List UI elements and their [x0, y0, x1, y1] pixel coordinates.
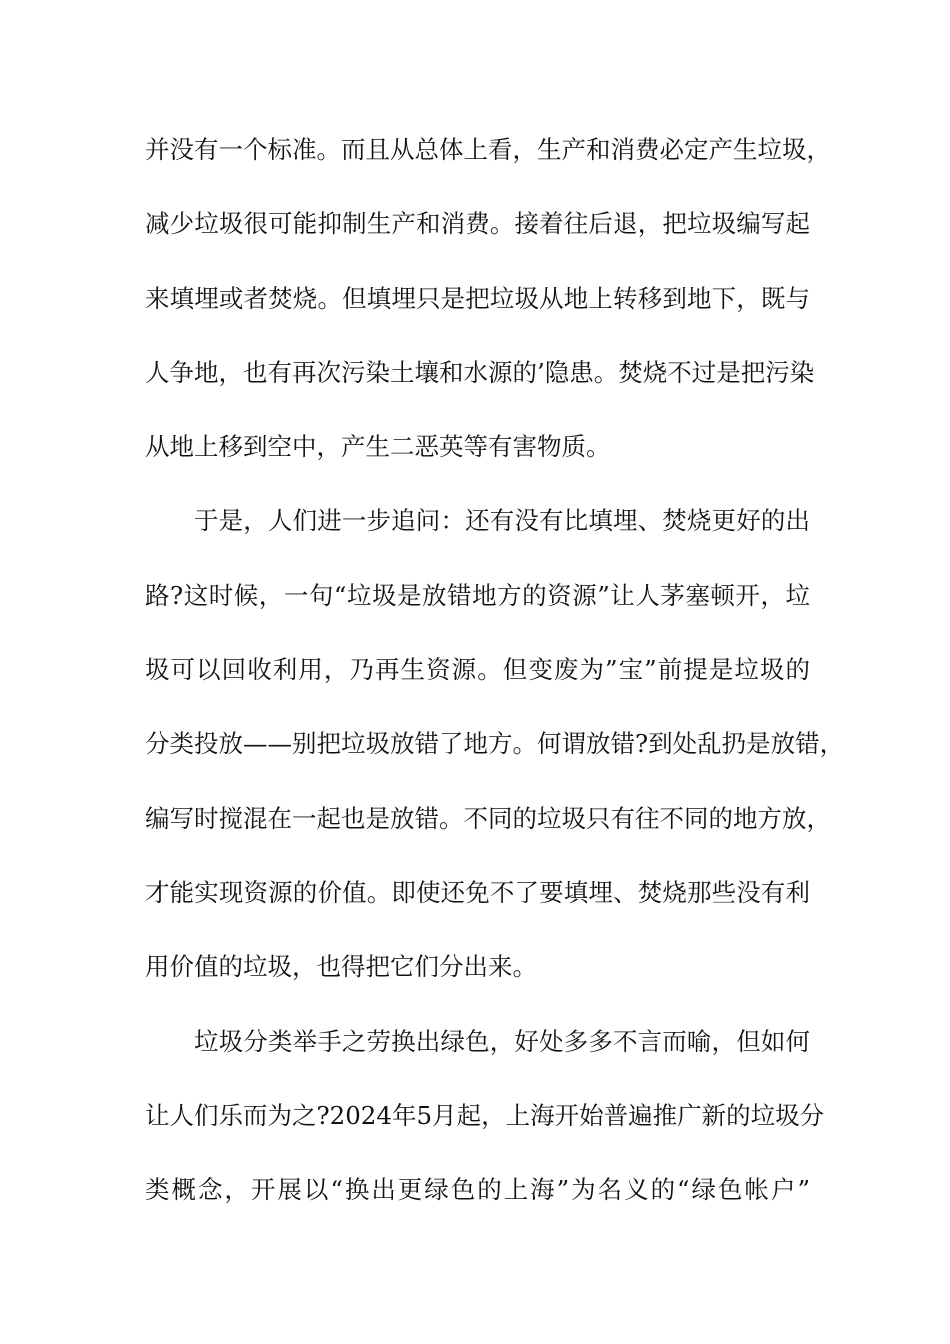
- text-line: 并没有一个标准。而且从总体上看，生产和消费必定产生垃圾，: [145, 135, 831, 164]
- text-line: 圾可以回收利用，乃再生资源。但变废为”宝”前提是垃圾的: [145, 655, 810, 685]
- text-line: 人争地，也有再次污染土壤和水源的’隐患。焚烧不过是把污染: [145, 357, 815, 387]
- body-text: [145, 126, 845, 1240]
- text-line: 才能实现资源的价值。即使还免不了要填埋、焚烧那些没有利: [145, 877, 810, 907]
- text-line: 让人们乐而为之?2024年5月起，上海开始普遍推广新的垃圾分: [145, 1100, 825, 1130]
- text-line: 类概念，开展以“换出更绿色的上海”为名义的“绿色帐户”: [145, 1175, 810, 1205]
- paragraph-start-line: 于是，人们进一步追问：还有没有比填埋、焚烧更好的出: [194, 506, 810, 536]
- text-line: 减少垃圾很可能抑制生产和消费。接着往后退，把垃圾编写起: [145, 209, 810, 239]
- text-line: 分类投放——别把垃圾放错了地方。何谓放错?到处乱扔是放错，: [145, 729, 845, 759]
- text-line: 来填埋或者焚烧。但填埋只是把垃圾从地上转移到地下，既与: [145, 283, 810, 313]
- text-line: 路?这时候，一句“垃圾是放错地方的资源”让人茅塞顿开，垃: [145, 580, 810, 610]
- text-line: 编写时搅混在一起也是放错。不同的垃圾只有往不同的地方放，: [145, 803, 831, 833]
- paragraph-start-line: 垃圾分类举手之劳换出绿色，好处多多不言而喻，但如何: [194, 1026, 810, 1056]
- text-line: 从地上移到空中，产生二恶英等有害物质。: [145, 432, 611, 462]
- text-line: 用价值的垃圾，也得把它们分出来。: [145, 952, 537, 982]
